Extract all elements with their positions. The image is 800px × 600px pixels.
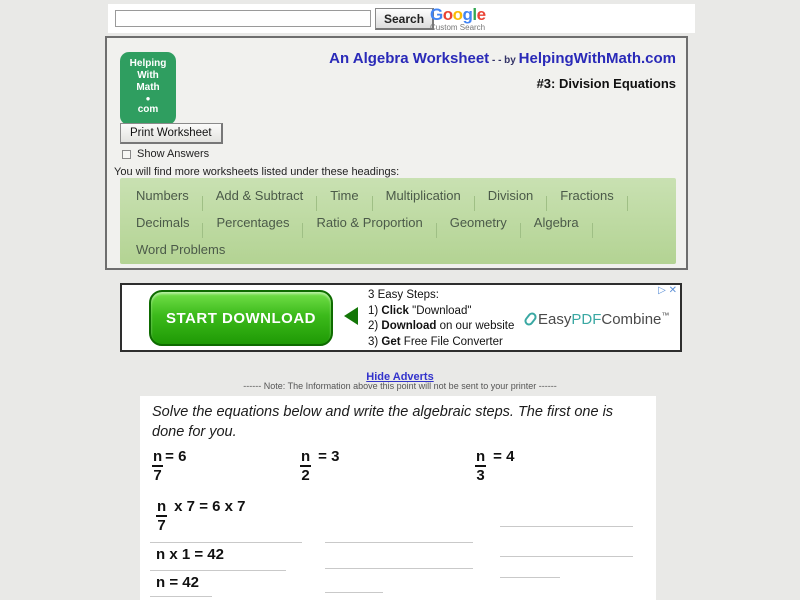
ad-steps — [368, 288, 514, 350]
answer-line — [500, 556, 633, 557]
nav-link-time[interactable]: Time — [330, 188, 359, 203]
logo-dot-icon: ● — [145, 94, 151, 103]
nav-link-numbers[interactable]: Numbers — [136, 188, 189, 203]
divider — [302, 223, 303, 238]
nav-link-multiplication[interactable]: Multiplication — [385, 188, 461, 203]
arrow-left-icon — [344, 307, 358, 325]
nav-link-word-problems[interactable]: Word Problems — [136, 242, 226, 257]
answer-line — [150, 570, 286, 571]
answer-line — [500, 526, 633, 527]
answer-line — [500, 577, 560, 578]
print-worksheet-button[interactable]: Print Worksheet — [120, 123, 223, 144]
title-text: An Algebra Worksheet — [329, 50, 490, 67]
divider — [520, 223, 521, 238]
search-button[interactable]: Search — [375, 8, 434, 30]
nav-link-decimals[interactable]: Decimals — [136, 215, 190, 230]
ad-banner — [120, 283, 682, 352]
page-title — [329, 50, 676, 68]
problem-1-step-2: n x 1 = 42 — [156, 546, 224, 563]
fraction: $\frac{n}{7}$ — [157, 498, 167, 534]
show-answers-label: Show Answers — [137, 148, 210, 160]
problem-1-step-3: n = 42 — [156, 574, 199, 591]
answer-line — [325, 542, 473, 543]
ad-step-1: 1) Click "Download" — [368, 304, 472, 317]
show-answers-checkbox[interactable] — [122, 150, 131, 159]
problem-3-equation: $\frac{n}{3}$ = 4 — [476, 448, 515, 484]
fraction: $\frac{n}{2}$ — [301, 448, 311, 484]
answer-line — [325, 592, 383, 593]
ad-close-icon[interactable]: ✕ — [668, 285, 677, 296]
divider — [316, 196, 317, 211]
show-answers-control — [122, 148, 209, 160]
problem-2-equation: $\frac{n}{2}$ = 3 — [301, 448, 340, 484]
nav-row-2 — [130, 209, 676, 236]
adchoices-controls — [658, 285, 677, 296]
worksheet-subtitle: #3: Division Equations — [536, 76, 676, 91]
helpingwithmath-logo[interactable] — [120, 52, 176, 125]
ad-step-2: 2) Download on our website — [368, 320, 515, 332]
nav-link-add-subtract[interactable]: Add & Subtract — [215, 188, 304, 203]
nav-link-division[interactable]: Division — [487, 188, 534, 203]
title-separator: - - by — [489, 55, 519, 66]
divider — [202, 223, 203, 238]
paperclip-icon — [523, 311, 539, 328]
title-site-link[interactable]: HelpingWithMath.com — [518, 50, 676, 67]
answer-line — [150, 542, 302, 543]
worksheet-instructions: Solve the equations below and write the algebraic steps. The first one is done for you. — [152, 404, 614, 440]
custom-search-label: Custom Search — [430, 23, 486, 32]
nav-link-fractions[interactable]: Fractions — [560, 188, 614, 203]
printer-note: ------ Note: The Information above this point will not be sent to your printer ------ — [243, 381, 557, 391]
nav-link-ratio-proportion[interactable]: Ratio & Proportion — [316, 215, 423, 230]
headings-note: You will find more worksheets listed under these headings: — [114, 166, 400, 178]
answer-line — [325, 568, 473, 569]
start-download-button[interactable]: START DOWNLOAD — [149, 290, 333, 346]
worksheet-header-panel — [105, 36, 688, 270]
nav-link-algebra[interactable]: Algebra — [533, 215, 579, 230]
divider — [202, 196, 203, 211]
logo-line: With — [137, 70, 159, 81]
search-input[interactable] — [115, 10, 371, 27]
logo-line: com — [137, 104, 159, 115]
answer-line — [150, 596, 212, 597]
problem-1-equation: $\frac{n}{7}$ = 6 — [153, 448, 187, 484]
divider — [436, 223, 437, 238]
ad-steps-title: 3 Easy Steps: — [368, 289, 439, 301]
problem-1-step-1: $\frac{n}{7}$ x 7 = 6 x 7 — [157, 498, 246, 534]
logo-line: Math — [136, 82, 160, 93]
google-custom-search-logo — [430, 6, 486, 32]
worksheet-body — [140, 396, 656, 600]
category-nav — [120, 178, 676, 264]
nav-row-3 — [130, 236, 676, 263]
top-search-bar — [108, 4, 695, 33]
google-logo: Google — [430, 5, 486, 24]
adchoices-icon[interactable]: ▷ — [658, 285, 666, 296]
divider — [546, 196, 547, 211]
nav-row-1 — [130, 182, 676, 209]
divider — [592, 223, 593, 238]
hide-adverts-link[interactable]: Hide Adverts — [366, 371, 434, 383]
ad-step-3: 3) Get Free File Converter — [368, 335, 503, 348]
divider — [474, 196, 475, 211]
nav-link-geometry[interactable]: Geometry — [449, 215, 507, 230]
fraction: $\frac{n}{7}$ — [153, 448, 163, 484]
nav-link-percentages[interactable]: Percentages — [216, 215, 290, 230]
logo-line: Helping — [129, 58, 167, 69]
easypdfcombine-logo[interactable]: EasyPDFCombine™ — [526, 311, 669, 328]
fraction: $\frac{n}{3}$ — [476, 448, 486, 484]
divider — [627, 196, 628, 211]
divider — [372, 196, 373, 211]
